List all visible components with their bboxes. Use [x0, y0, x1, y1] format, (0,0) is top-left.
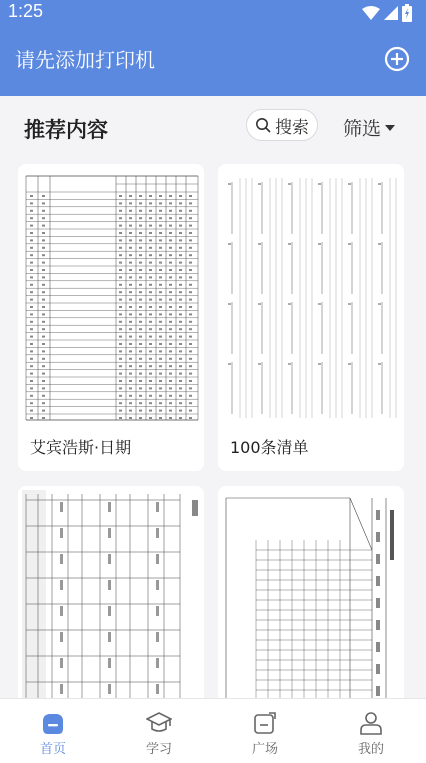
search-button[interactable] — [246, 109, 318, 141]
filter-button[interactable] — [343, 114, 395, 141]
template-card[interactable] — [218, 486, 404, 716]
filter-label: 筛选 — [343, 118, 382, 140]
tab-label: 学习 — [145, 742, 172, 757]
app-bar — [0, 26, 426, 96]
recommended-header — [0, 97, 426, 159]
tab-home[interactable] — [0, 699, 106, 763]
home-icon — [40, 710, 66, 736]
template-thumbnail — [22, 490, 200, 716]
template-title: 100条清单 — [230, 438, 309, 457]
battery-icon — [402, 4, 412, 22]
template-card[interactable] — [218, 164, 404, 471]
tab-square[interactable] — [212, 699, 318, 763]
status-bar — [0, 0, 426, 26]
square-icon — [252, 710, 278, 736]
tab-study[interactable] — [106, 699, 212, 763]
chevron-down-icon — [385, 125, 395, 131]
app-bar-title[interactable]: 请先添加打印机 — [15, 48, 155, 72]
wifi-icon — [362, 6, 380, 20]
template-thumbnail — [22, 168, 200, 424]
profile-icon — [358, 710, 384, 736]
tab-label: 我的 — [357, 742, 384, 757]
search-label: 搜索 — [275, 117, 309, 138]
status-time: 1:25 — [8, 1, 44, 21]
tab-label: 广场 — [251, 742, 278, 757]
signal-icon — [384, 6, 398, 20]
tab-profile[interactable] — [318, 699, 424, 763]
tab-label: 首页 — [39, 742, 66, 757]
template-card[interactable] — [18, 486, 204, 716]
add-printer-button[interactable] — [384, 46, 410, 72]
section-title: 推荐内容 — [24, 118, 108, 142]
search-icon — [255, 117, 271, 133]
template-thumbnail — [222, 490, 400, 716]
template-title: 艾宾浩斯·日期 — [30, 438, 132, 457]
graduation-cap-icon — [146, 710, 172, 736]
template-thumbnail — [222, 168, 400, 424]
template-card[interactable] — [18, 164, 204, 471]
bottom-tab-bar — [0, 698, 426, 763]
